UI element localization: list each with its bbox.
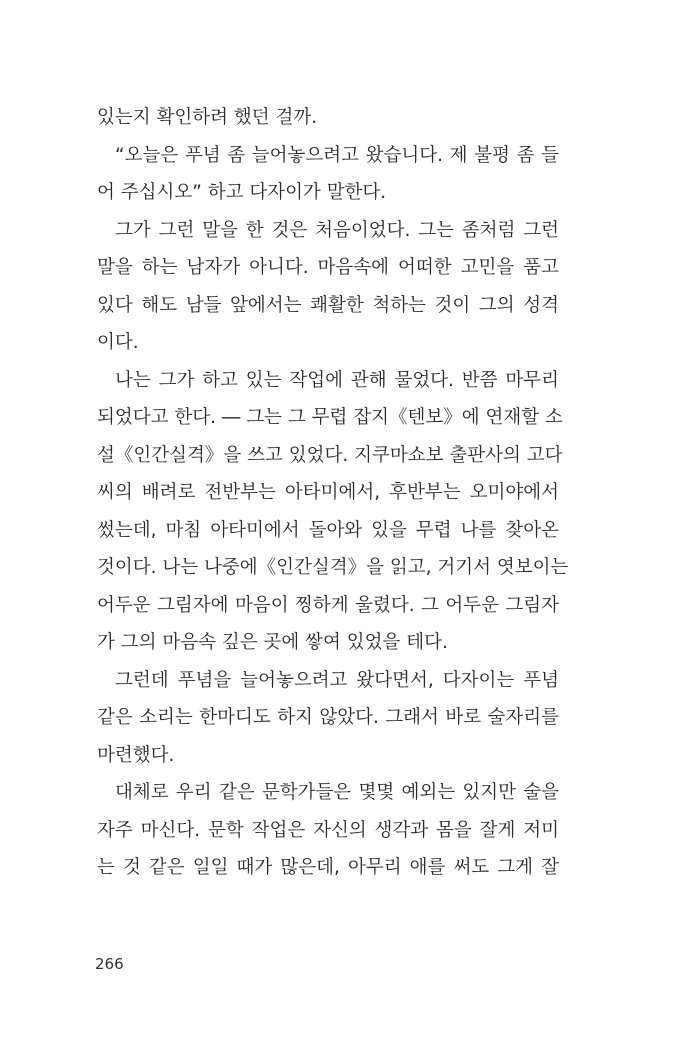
text-line: 것이다. 나는 나중에《인간실격》을 읽고, 거기서 엿보이는 — [97, 557, 569, 578]
text-line: 되었다고 한다. ― 그는 그 무렵 잡지《텐보》에 연재할 소 — [97, 407, 563, 428]
text-line: 자주 마신다. 문학 작업은 자신의 생각과 몸을 잘게 저미 — [97, 819, 559, 841]
text-line: 가 그의 마음속 깊은 곳에 쌓여 있었을 테다. — [97, 632, 448, 653]
text-line: 설《인간실격》을 쓰고 있었다. 지쿠마쇼보 출판사의 고다 — [97, 444, 563, 466]
text-line: 같은 소리는 한마디도 하지 않았다. 그래서 바로 술자리를 — [97, 707, 559, 728]
text-line: 그런데 푸념을 늘어놓으려고 왔다면서, 다자이는 푸념 — [115, 669, 559, 691]
text-line: 마련했다. — [97, 744, 175, 766]
page-number: 266 — [95, 955, 124, 973]
text-line: 그가 그런 말을 한 것은 처음이었다. 그는 좀처럼 그런 — [115, 219, 559, 241]
text-line: 대체로 우리 같은 문학가들은 몇몇 예외는 있지만 술을 — [115, 782, 559, 803]
text-line: 말을 하는 남자가 아니다. 마음속에 어떠한 고민을 품고 — [97, 257, 559, 278]
text-line: 씨의 배려로 전반부는 아타미에서, 후반부는 오미야에서 — [97, 482, 559, 503]
text-line: 있는지 확인하려 했던 걸까. — [97, 107, 318, 128]
text-line: 이다. — [97, 332, 139, 353]
page-body-text — [97, 99, 569, 887]
text-line: 는 것 같은 일일 때가 많은데, 아무리 애를 써도 그게 잘 — [97, 857, 559, 878]
text-line: 썼는데, 마침 아타미에서 돌아와 있을 무렵 나를 찾아온 — [97, 519, 559, 541]
text-line: “오늘은 푸념 좀 늘어놓으려고 왔습니다. 제 불평 좀 들 — [115, 144, 559, 166]
text-line: 어 주십시오” 하고 다자이가 말한다. — [97, 182, 387, 203]
text-line: 어두운 그림자에 마음이 찡하게 울렸다. 그 어두운 그림자 — [97, 594, 559, 616]
text-line: 나는 그가 하고 있는 작업에 관해 물었다. 반쯤 마무리 — [115, 369, 559, 391]
text-line: 있다 해도 남들 앞에서는 쾌활한 척하는 것이 그의 성격 — [97, 294, 559, 316]
